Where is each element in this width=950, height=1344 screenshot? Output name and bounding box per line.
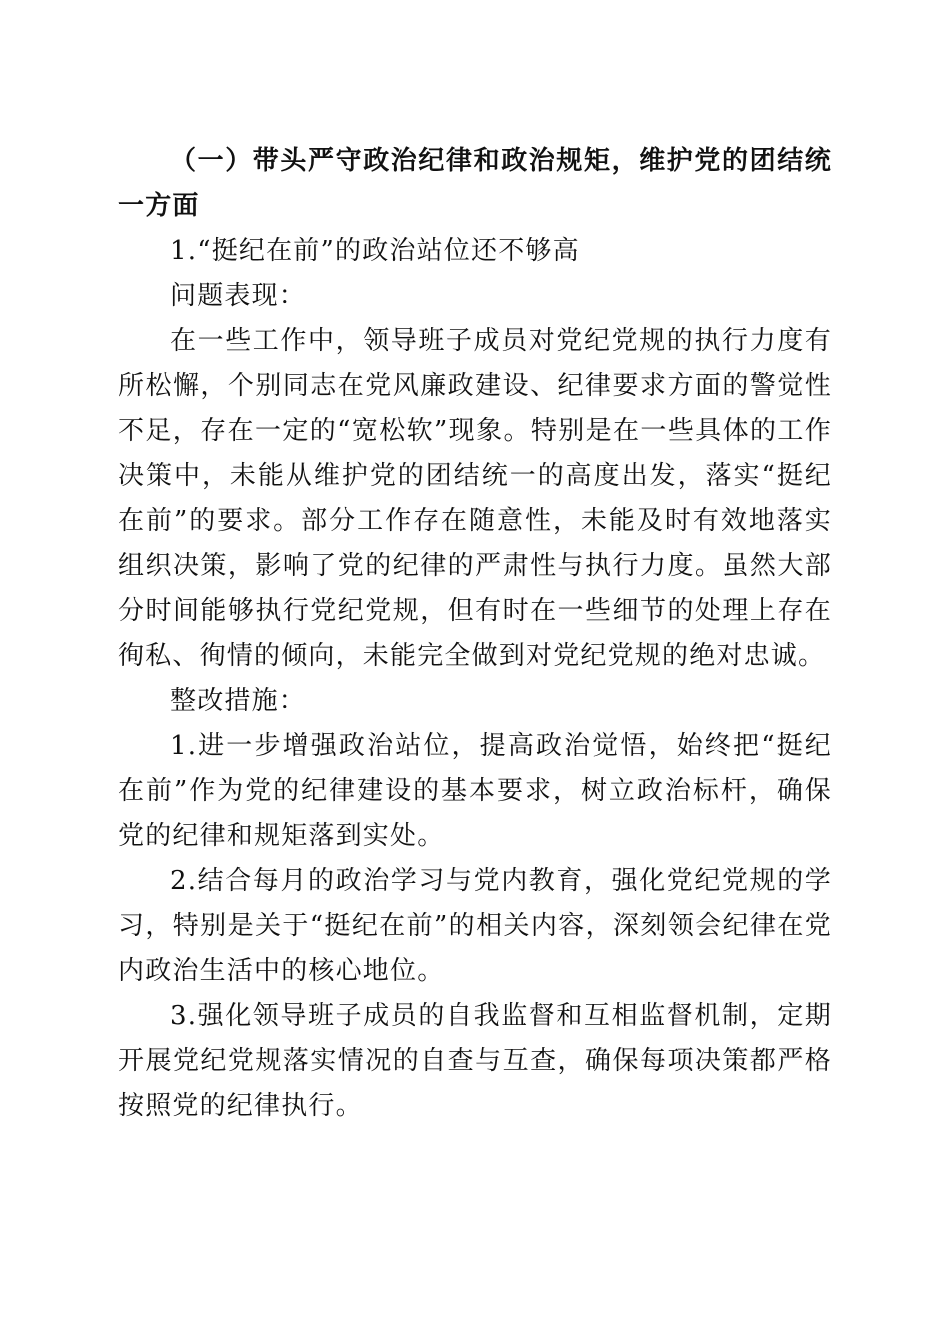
- document-page: [118, 139, 832, 1129]
- subheading: 1.“挺纪在前”的政治站位还不够高: [170, 236, 580, 266]
- problem-label: 问题表现：: [170, 281, 307, 311]
- measures-label: 整改措施：: [170, 686, 307, 716]
- measure-item-2: 2.结合每月的政治学习与党内教育，强化党纪党规的学习，特别是关于“挺纪在前”的相关内容，深刻领会纪律在党内政治生活中的核心地位。: [118, 866, 832, 986]
- problem-paragraph: 在一些工作中，领导班子成员对党纪党规的执行力度有所松懈，个别同志在党风廉政建设、纪律要求方面的警觉性不足，存在一定的“宽松软”现象。特别是在一些具体的工作决策中，未能从维护党的团结统一的高度出发，落实“挺纪在前”的要求。部分工作存在随意性，未能及时有效地落实组织决策，影响了党的纪律的严肃性与执行力度。虽然大部分时间能够执行党纪党规，但有时在一些细节的处理上存在徇私、徇情的倾向，未能完全做到对党纪党规的绝对忠诚。: [118, 326, 832, 671]
- measure-item-1: 1.进一步增强政治站位，提高政治觉悟，始终把“挺纪在前”作为党的纪律建设的基本要求，树立政治标杆，确保党的纪律和规矩落到实处。: [118, 731, 832, 851]
- measure-item-3: 3.强化领导班子成员的自我监督和互相监督机制，定期开展党纪党规落实情况的自查与互查，确保每项决策都严格按照党的纪律执行。: [118, 1001, 832, 1121]
- section-heading: （一）带头严守政治纪律和政治规矩，维护党的团结统一方面: [118, 146, 832, 221]
